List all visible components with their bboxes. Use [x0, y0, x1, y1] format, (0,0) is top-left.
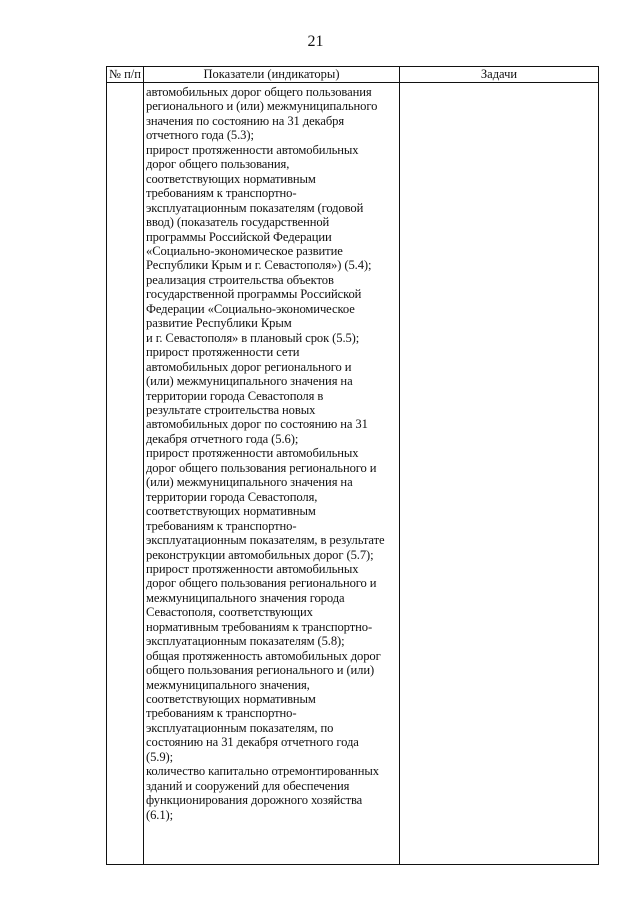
indicator-line: отчетного года (5.3);	[146, 128, 254, 143]
indicator-line: Федерации «Социально-экономическое	[146, 301, 355, 316]
indicator-line: дорог общего пользования регионального и	[146, 460, 377, 475]
indicator-line: значения по состоянию на 31 декабря	[146, 113, 345, 128]
indicator-line: Севастополя, соответствующих	[146, 605, 313, 620]
indicator-line: реализация строительства объектов	[146, 272, 334, 287]
header-num: № п/п	[107, 67, 144, 83]
indicator-line: дорог общего пользования регионального и	[146, 576, 377, 591]
header-tasks: Задачи	[400, 67, 599, 83]
indicator-line: эксплуатационным показателям, в результате	[146, 533, 385, 548]
indicator-line: общего пользования регионального и (или)	[146, 663, 375, 678]
indicator-line: межмуниципального значения города	[146, 590, 345, 605]
indicator-line: общая протяженность автомобильных дорог	[146, 648, 381, 663]
indicator-line: (5.9);	[146, 749, 174, 764]
indicator-line: (или) межмуниципального значения на	[146, 374, 353, 389]
indicator-line: требованиям к транспортно-	[146, 518, 297, 533]
indicator-line: требованиям к транспортно-	[146, 706, 297, 721]
indicator-line: прирост протяженности автомобильных	[146, 142, 359, 157]
indicator-line: соответствующих нормативным	[146, 692, 316, 707]
indicator-line: прирост протяженности автомобильных	[146, 446, 359, 461]
indicator-line: автомобильных дорог по состоянию на 31	[146, 417, 368, 432]
indicator-text	[144, 83, 399, 822]
indicator-line: (6.1);	[146, 807, 174, 822]
table-row	[107, 83, 599, 865]
indicator-line: и г. Севастополя» в плановый срок (5.5);	[146, 330, 360, 345]
cell-indicators	[144, 83, 400, 865]
indicator-line: автомобильных дорог общего пользования	[146, 85, 372, 99]
indicator-line: программы Российской Федерации	[146, 229, 332, 244]
indicator-line: ввод) (показатель государственной	[146, 215, 330, 230]
indicator-line: эксплуатационным показателям (годовой	[146, 200, 364, 215]
indicator-line: межмуниципального значения,	[146, 677, 310, 692]
indicator-line: функционирования дорожного хозяйства	[146, 793, 363, 808]
indicator-line: государственной программы Российской	[146, 287, 362, 302]
indicator-line: автомобильных дорог регионального и	[146, 359, 352, 374]
indicator-line: реконструкции автомобильных дорог (5.7);	[146, 547, 374, 562]
indicator-line: зданий и сооружений для обеспечения	[146, 778, 350, 793]
indicator-line: требованиям к транспортно-	[146, 186, 297, 201]
header-indicators: Показатели (индикаторы)	[144, 67, 400, 83]
indicator-line: развитие Республики Крым	[146, 316, 292, 331]
indicator-line: соответствующих нормативным	[146, 504, 316, 519]
cell-num	[107, 83, 144, 865]
indicator-line: соответствующих нормативным	[146, 171, 316, 186]
indicator-line: эксплуатационным показателям (5.8);	[146, 634, 345, 649]
indicator-line: результате строительства новых	[146, 402, 316, 417]
page-number: 21	[307, 33, 324, 50]
indicator-line: количество капитально отремонтированных	[146, 764, 379, 779]
indicator-line: нормативным требованиям к транспортно-	[146, 619, 373, 634]
indicator-line: состоянию на 31 декабря отчетного года	[146, 735, 359, 750]
table-header-row	[107, 67, 599, 83]
indicators-table	[106, 66, 599, 865]
indicator-line: регионального и (или) межмуниципального	[146, 99, 378, 114]
indicator-line: Республики Крым и г. Севастополя») (5.4);	[146, 258, 372, 273]
indicator-line: территории города Севастополя в	[146, 388, 324, 403]
indicator-line: «Социально-экономическое развитие	[146, 243, 343, 258]
cell-tasks	[400, 83, 599, 865]
indicator-line: прирост протяженности сети	[146, 345, 300, 360]
indicator-line: дорог общего пользования,	[146, 157, 290, 172]
indicator-line: (или) межмуниципального значения на	[146, 475, 353, 490]
indicator-line: прирост протяженности автомобильных	[146, 561, 359, 576]
indicator-line: декабря отчетного года (5.6);	[146, 431, 299, 446]
indicator-line: территории города Севастополя,	[146, 489, 318, 504]
indicator-line: эксплуатационным показателям, по	[146, 720, 334, 735]
